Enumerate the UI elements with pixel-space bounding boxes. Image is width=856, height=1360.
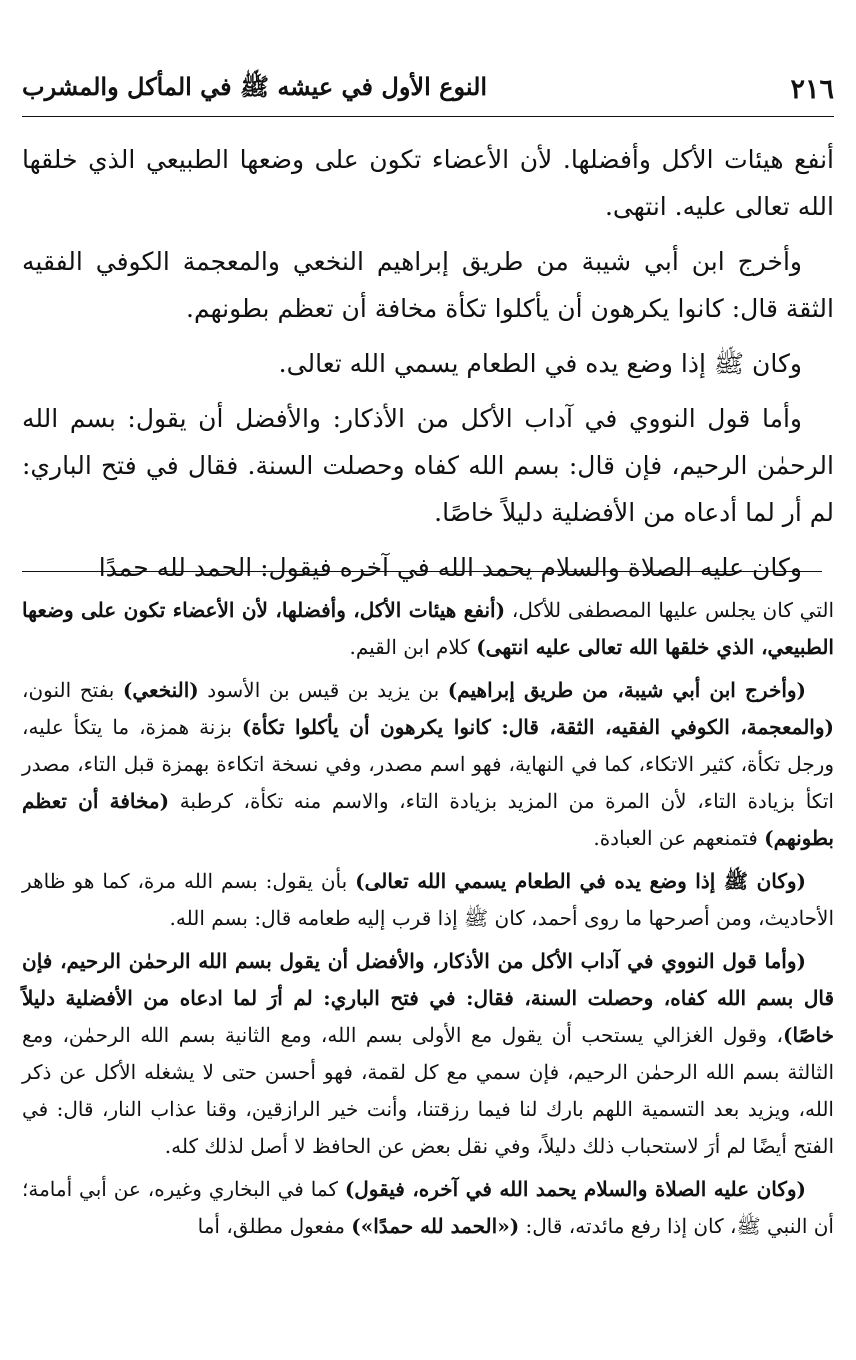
main-paragraph-5: وكان عليه الصلاة والسلام يحمد الله في آخره فيقول: الحمد لله حمدًا [98,553,802,582]
page-header [22,62,834,117]
main-paragraph-1: أنفع هيئات الأكل وأفضلها. لأن الأعضاء تكون على وضعها الطبيعي الذي خلقها الله تعالى عليه. انتهى. [22,145,834,221]
note-text: كما في البخاري وغيره، عن أبي أمامة؛ أن النبي ﷺ، كان إذا رفع مائدته، قال: [22,1177,834,1238]
note-quote: (والمعجمة، الكوفي الفقيه، الثقة، قال: كانوا يكرهون أن يأكلوا تكأة) [241,715,834,739]
footnote-separator [22,571,822,572]
note-paragraph-1 [22,592,834,666]
note-quote: (وكان عليه الصلاة والسلام يحمد الله في آخره، فيقول) [344,1177,806,1201]
note-text: مفعول مطلق، أما [197,1214,352,1238]
note-paragraph-4 [22,943,834,1165]
main-paragraph-2: وأخرج ابن أبي شيبة من طريق إبراهيم النخعي والمعجمة الكوفي الفقيه الثقة قال: كانوا يكرهون أن يأكلوا تكأة مخافة أن تعظم بطونهم. [22,247,834,323]
note-text: ، وقول الغزالي يستحب أن يقول مع الأولى بسم الله، ومع الثانية بسم الله الرحمٰن، ومع الثالثة بسم الله الرحمٰن الرحيم، فإن سمي مع كل لقمة، فهو أحسن حتى لا يشغله الأكل عن ذكر الله، ويزيد بعد التسمية اللهم بارك لنا فيما رزقتنا، وأنت خير الرازقين، وقنا عذاب النار، قال: في الفتح أيضًا لم أرَ لاستحباب ذلك دليلاً، وفي نقل بعض عن الحافظ لا أصل لذلك كله. [22,1023,834,1158]
note-text: التي كان يجلس عليها المصطفى للأكل، [505,598,835,622]
note-quote: (وأما قول النووي في آداب الأكل من الأذكار، والأفضل أن يقول بسم الله الرحمٰن الرحيم، فإن قال بسم الله كفاه، وحصلت السنة، فقال: في فتح الباري: لم أرَ لما ادعاه من الأفضلية دليلاً خاصًا) [22,949,834,1047]
note-quote: (وكان ﷺ إذا وضع يده في الطعام يسمي الله تعالى) [355,869,806,893]
note-text: بن يزيد بن قيس بن الأسود [198,678,448,702]
page-number: ٢١٦ [790,73,834,105]
note-quote: («الحمد لله حمدًا») [351,1214,520,1238]
note-quote: (وأخرج ابن أبي شيبة، من طريق إبراهيم) [447,678,807,702]
running-title: النوع الأول في عيشه ﷺ في المأكل والمشرب [22,71,488,101]
note-quote: (أنفع هيئات الأكل، وأفضلها، لأن الأعضاء تكون على وضعها الطبيعي، الذي خلقها الله تعالى عليه انتهى) [22,598,834,659]
note-quote: (النخعي) [122,678,199,702]
note-text: بفتح النون، [22,678,123,702]
commentary-notes [22,592,834,1312]
note-text: كلام ابن القيم. [349,635,477,659]
note-text: بأن يقول: بسم الله مرة، كما هو ظاهر الأحاديث، ومن أصرحها ما روى أحمد، كان ﷺ إذا قرب إليه طعامه قال: بسم الله. [22,869,834,930]
note-text: فتمنعهم عن العبادة. [593,826,765,850]
note-paragraph-3 [22,863,834,937]
main-paragraph-3: وكان ﷺ إذا وضع يده في الطعام يسمي الله تعالى. [278,349,802,378]
note-text: بزنة همزة، ما يتكأ عليه، ورجل تكأة، كثير الاتكاء، كما في النهاية، فهو اسم مصدر، وفي نسخة اتكاءة بهمزة قبل التاء، مصدر اتكأ بزيادة التاء، لأن المرة من المزيد بزيادة التاء، والاسم منه تكأة، كرطبة [22,715,834,813]
main-paragraph-4: وأما قول النووي في آداب الأكل من الأذكار: والأفضل أن يقول: بسم الله الرحمٰن الرحيم، فإن قال: بسم الله كفاه وحصلت السنة. فقال في فتح الباري: لم أر لما أدعاه من الأفضلية دليلاً خاصًا. [22,404,834,527]
note-paragraph-5 [22,1171,834,1245]
note-paragraph-2 [22,672,834,857]
note-quote: (مخافة أن تعظم بطونهم) [22,789,834,850]
main-text [22,136,834,582]
